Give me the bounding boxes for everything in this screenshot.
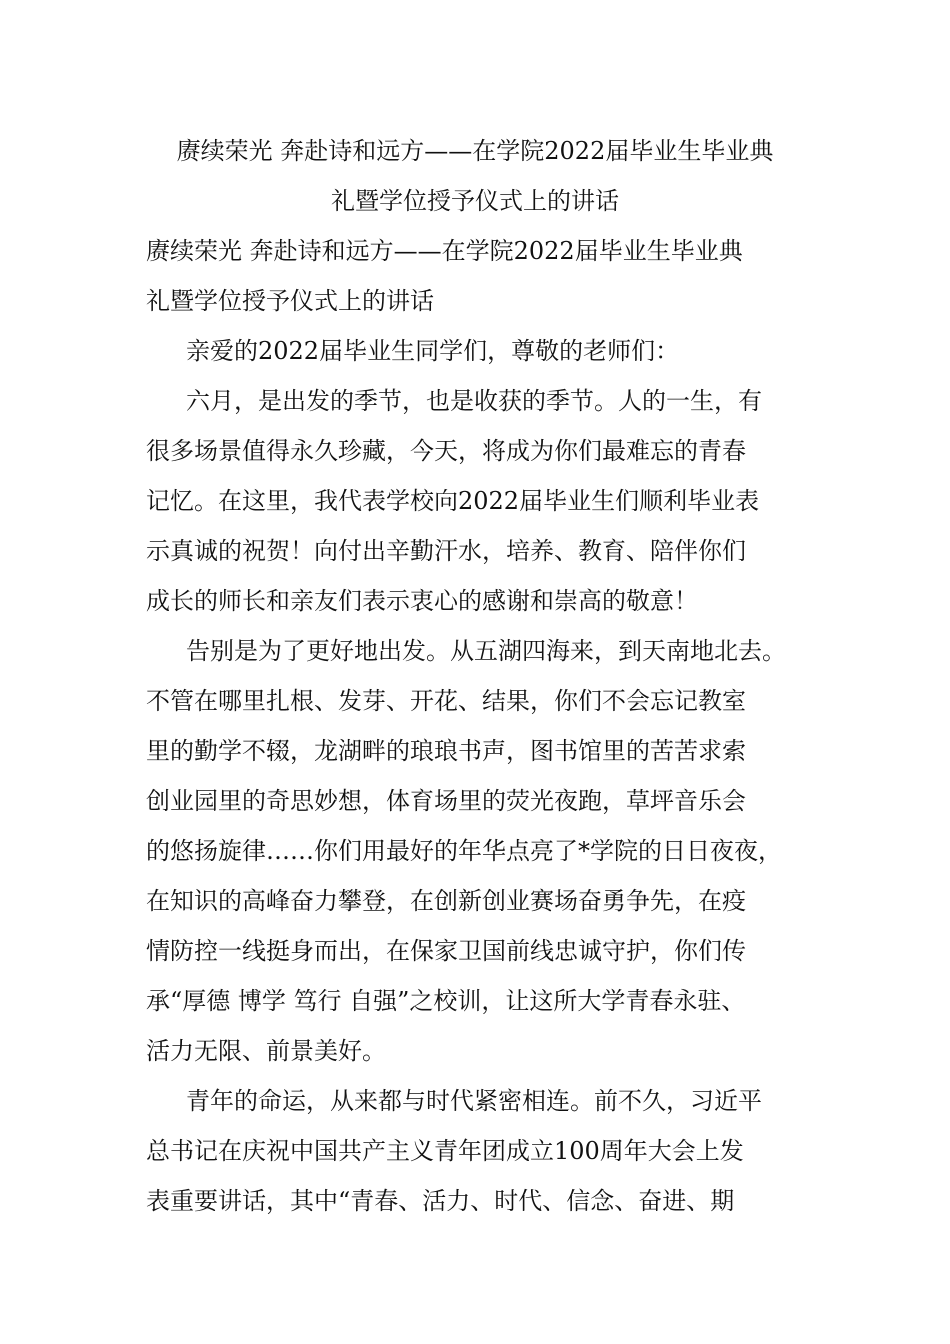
heading-line-1: 赓续荣光 奔赴诗和远方——在学院2022届毕业生毕业典 [146, 237, 743, 265]
document-title-line-2: 礼暨学位授予仪式上的讲话 [331, 187, 619, 215]
document-title-line-1: 赓续荣光 奔赴诗和远方——在学院2022届毕业生毕业典 [176, 137, 774, 165]
body-line: 很多场景值得永久珍藏，今天，将成为你们最难忘的青春 [146, 437, 746, 465]
body-line: 青年的命运，从来都与时代紧密相连。前不久，习近平 [186, 1087, 762, 1115]
body-line: 不管在哪里扎根、发芽、开花、结果，你们不会忘记教室 [146, 687, 746, 715]
body-line: 示真诚的祝贺！向付出辛勤汗水，培养、教育、陪伴你们 [146, 537, 746, 565]
body-line: 承“厚德 博学 笃行 自强”之校训，让这所大学青春永驻、 [146, 987, 746, 1015]
body-line: 创业园里的奇思妙想，体育场里的荧光夜跑，草坪音乐会 [146, 787, 746, 815]
body-line: 情防控一线挺身而出，在保家卫国前线忠诚守护，你们传 [146, 937, 746, 965]
body-line: 六月，是出发的季节，也是收获的季节。人的一生，有 [186, 387, 762, 415]
body-line: 表重要讲话，其中“青春、活力、时代、信念、奋进、期 [146, 1187, 735, 1215]
body-line: 告别是为了更好地出发。从五湖四海来，到天南地北去。 [186, 637, 786, 665]
salutation-line: 亲爱的2022届毕业生同学们，尊敬的老师们： [186, 337, 680, 365]
body-line: 总书记在庆祝中国共产主义青年团成立100周年大会上发 [146, 1137, 744, 1165]
body-line: 的悠扬旋律……你们用最好的年华点亮了*学院的日日夜夜， [146, 837, 782, 865]
body-line: 里的勤学不辍，龙湖畔的琅琅书声，图书馆里的苦苦求索 [146, 737, 746, 765]
body-line: 记忆。在这里，我代表学校向2022届毕业生们顺利毕业表 [146, 487, 760, 515]
body-line: 成长的师长和亲友们表示衷心的感谢和崇高的敬意！ [146, 587, 698, 615]
body-line: 活力无限、前景美好。 [146, 1037, 386, 1065]
heading-line-2: 礼暨学位授予仪式上的讲话 [146, 287, 434, 315]
body-line: 在知识的高峰奋力攀登，在创新创业赛场奋勇争先，在疫 [146, 887, 746, 915]
